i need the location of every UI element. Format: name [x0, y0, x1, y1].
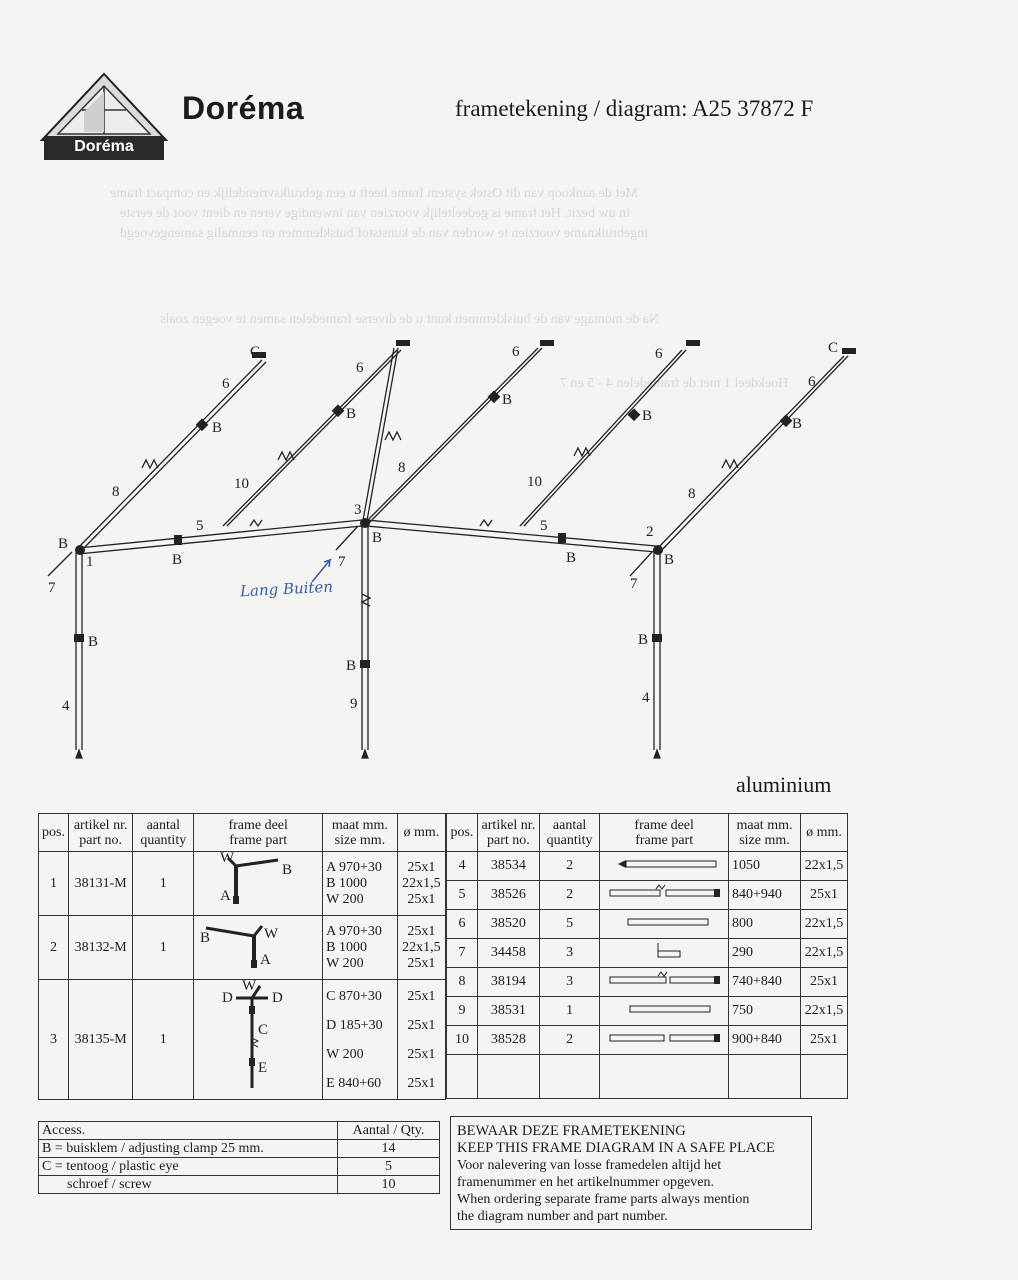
size-value: 290 [728, 939, 800, 968]
label-b: B [664, 552, 675, 568]
table-row [447, 1026, 848, 1055]
label-7: 7 [48, 580, 56, 596]
label-b: B [88, 634, 99, 650]
label-b: B [172, 552, 183, 568]
diameter-value: 22x1,5 [801, 910, 848, 939]
row-artikel: 38534 [477, 852, 539, 881]
sketch-letter: B [282, 862, 293, 878]
row-pos: 8 [447, 968, 478, 997]
accessories-qty-header: Aantal / Qty. [338, 1122, 440, 1140]
row-artikel: 38531 [477, 997, 539, 1026]
size-value: 800 [728, 910, 800, 939]
diameter-value: 25x1 [407, 1046, 436, 1062]
row-aantal: 2 [539, 881, 600, 910]
notice-line: the diagram number and part number. [457, 1209, 668, 1224]
frame-part-sketch [600, 881, 729, 910]
col-header-pos: pos. [39, 814, 69, 852]
sketch-letter: W [220, 852, 235, 866]
row-aantal: 5 [539, 910, 600, 939]
notice-box [450, 1116, 812, 1230]
col-header-diameter: ø mm. [801, 814, 848, 852]
label-3: 3 [354, 502, 362, 518]
size-value: B 1000 [326, 875, 367, 891]
row-pos: 10 [447, 1026, 478, 1055]
row-aantal: 1 [539, 997, 600, 1026]
accessories-table [38, 1121, 440, 1194]
accessory-qty: 5 [338, 1158, 440, 1176]
diameter-value: 22x1,5 [402, 939, 441, 955]
diameter-value: 25x1 [801, 1026, 848, 1055]
col-header-size: size mm. [334, 832, 386, 848]
frame-part-sketch [600, 968, 729, 997]
label-b: B [346, 406, 357, 422]
notice-line: When ordering separate frame parts always mention [457, 1192, 750, 1207]
size-value: W 200 [326, 1046, 364, 1062]
label-1: 1 [86, 554, 94, 570]
label-b: B [502, 392, 513, 408]
table-row [39, 1176, 440, 1194]
frame-part-sketch [600, 1026, 729, 1055]
col-header-frame-part: frame part [229, 832, 288, 848]
label-6: 6 [512, 344, 520, 360]
label-b: B [212, 420, 223, 436]
label-9: 9 [350, 696, 358, 712]
col-header-diameter: ø mm. [397, 814, 445, 852]
frame-part-sketch [600, 997, 729, 1026]
sketch-letter: A [220, 888, 232, 904]
row-artikel: 38135-M [68, 980, 132, 1100]
table-row [39, 916, 446, 980]
diameter-value: 22x1,5 [801, 997, 848, 1026]
frame-part-sketch [600, 852, 729, 881]
size-value: 900+840 [728, 1026, 800, 1055]
frame-part-sketch [194, 980, 323, 1100]
notice-line: KEEP THIS FRAME DIAGRAM IN A SAFE PLACE [457, 1140, 775, 1156]
label-4: 4 [642, 690, 650, 706]
col-header-artikel: artikel nr. [481, 817, 536, 833]
row-aantal: 3 [539, 939, 600, 968]
accessory-qty: 10 [338, 1176, 440, 1194]
sketch-letter: W [264, 926, 279, 942]
col-header-maat: maat mm. [331, 817, 388, 833]
label-b: B [346, 658, 357, 674]
row-pos: 4 [447, 852, 478, 881]
notice-line: framenummer en het artikelnummer opgeven. [457, 1175, 714, 1190]
sketch-letter: A [260, 952, 272, 968]
row-artikel: 38132-M [68, 916, 132, 980]
label-6: 6 [655, 346, 663, 362]
sketch-letter: B [200, 930, 211, 946]
col-header-artikel: artikel nr. [73, 817, 128, 833]
table-row [447, 939, 848, 968]
row-artikel: 38526 [477, 881, 539, 910]
size-value: W 200 [326, 955, 364, 971]
diameter-value: 25x1 [407, 891, 436, 907]
table-row [39, 1158, 440, 1176]
size-value: 1050 [728, 852, 800, 881]
diagram-title: frametekening / diagram: A25 37872 F [455, 96, 814, 121]
accessory-qty: 14 [338, 1140, 440, 1158]
table-row [39, 1140, 440, 1158]
label-7: 7 [338, 554, 346, 570]
frame-part-sketch [600, 910, 729, 939]
sketch-letter: E [258, 1060, 268, 1076]
col-header-maat: maat mm. [736, 817, 793, 833]
size-value: W 200 [326, 891, 364, 907]
sketch-letter: W [242, 980, 257, 994]
table-row [447, 997, 848, 1026]
row-artikel: 38528 [477, 1026, 539, 1055]
col-header-pos: pos. [447, 814, 478, 852]
label-b: B [792, 416, 803, 432]
row-aantal: 3 [539, 968, 600, 997]
label-6: 6 [222, 376, 230, 392]
brand-name: Doréma [182, 90, 305, 126]
row-pos: 2 [39, 916, 69, 980]
size-value: D 185+30 [326, 1017, 383, 1033]
notice-line: Voor nalevering van losse framedelen altijd het [457, 1158, 722, 1173]
size-value: 840+940 [728, 881, 800, 910]
diameter-value: 25x1 [407, 923, 436, 939]
row-pos: 7 [447, 939, 478, 968]
diameter-value: 25x1 [801, 968, 848, 997]
material-label: aluminium [736, 772, 832, 797]
size-value: A 970+30 [326, 923, 382, 939]
label-c: C [250, 344, 261, 360]
diameter-value: 25x1 [407, 859, 436, 875]
label-6: 6 [808, 374, 816, 390]
row-pos: 5 [447, 881, 478, 910]
diameter-value: 25x1 [407, 1017, 436, 1033]
table-row [447, 881, 848, 910]
sketch-letter: D [222, 990, 234, 1006]
table-row [447, 968, 848, 997]
col-header-quantity: quantity [546, 832, 593, 848]
parts-table-left [38, 813, 446, 1100]
size-value: B 1000 [326, 939, 367, 955]
row-aantal: 1 [133, 916, 194, 980]
sketch-letter: C [258, 1022, 269, 1038]
frame-diagram [0, 330, 1018, 770]
sketch-letter: D [272, 990, 284, 1006]
frame-part-sketch [194, 852, 323, 916]
size-value: C 870+30 [326, 988, 382, 1004]
row-aantal: 1 [133, 852, 194, 916]
label-5: 5 [196, 518, 204, 534]
label-8: 8 [688, 486, 696, 502]
row-pos: 1 [39, 852, 69, 916]
col-header-aantal: aantal [552, 817, 587, 833]
table-row [39, 852, 446, 916]
accessory-label: schroef / screw [39, 1176, 338, 1194]
row-artikel: 38520 [477, 910, 539, 939]
row-pos: 6 [447, 910, 478, 939]
label-b: B [58, 536, 69, 552]
label-2: 2 [646, 524, 654, 540]
diameter-value: 22x1,5 [402, 875, 441, 891]
col-header-frame-part: frame part [635, 832, 694, 848]
table-row [39, 980, 446, 1100]
notice-line: BEWAAR DEZE FRAMETEKENING [457, 1123, 686, 1139]
logo-badge-text: Doréma [74, 138, 134, 155]
row-pos: 3 [39, 980, 69, 1100]
col-header-frame-deel: frame deel [228, 817, 288, 833]
label-10: 10 [234, 476, 249, 492]
label-6: 6 [356, 360, 364, 376]
label-8: 8 [398, 460, 406, 476]
col-header-frame-deel: frame deel [634, 817, 694, 833]
diameter-value: 25x1 [407, 988, 436, 1004]
size-value: E 840+60 [326, 1075, 382, 1091]
col-header-aantal: aantal [146, 817, 180, 833]
label-c: C [828, 340, 839, 356]
diameter-value: 25x1 [801, 881, 848, 910]
row-aantal: 1 [133, 980, 194, 1100]
row-pos: 9 [447, 997, 478, 1026]
row-artikel: 38194 [477, 968, 539, 997]
label-4: 4 [62, 698, 70, 714]
accessories-header: Access. [39, 1122, 338, 1140]
diameter-value: 25x1 [407, 1075, 436, 1091]
label-b: B [638, 632, 649, 648]
table-row [447, 852, 848, 881]
row-aantal: 2 [539, 1026, 600, 1055]
label-5: 5 [540, 518, 548, 534]
table-row [447, 910, 848, 939]
table-row [447, 1055, 848, 1099]
col-header-part-no: part no. [487, 832, 530, 848]
parts-table-right [446, 813, 848, 1099]
col-header-quantity: quantity [140, 832, 187, 848]
frame-part-sketch [600, 939, 729, 968]
label-b: B [642, 408, 653, 424]
col-header-size: size mm. [739, 832, 790, 848]
size-value: 750 [728, 997, 800, 1026]
accessory-label: B = buisklem / adjusting clamp 25 mm. [39, 1140, 338, 1158]
size-value: 740+840 [728, 968, 800, 997]
label-b: B [372, 530, 383, 546]
row-artikel: 38131-M [68, 852, 132, 916]
label-b: B [566, 550, 577, 566]
label-8: 8 [112, 484, 120, 500]
col-header-part-no: part no. [79, 832, 123, 848]
diameter-value: 25x1 [407, 955, 436, 971]
label-10: 10 [527, 474, 542, 490]
frame-part-sketch [194, 916, 323, 980]
size-value: A 970+30 [326, 859, 382, 875]
row-artikel: 34458 [477, 939, 539, 968]
row-aantal: 2 [539, 852, 600, 881]
diameter-value: 22x1,5 [801, 939, 848, 968]
handwritten-note: Lang Buiten [239, 577, 334, 601]
label-7: 7 [630, 576, 638, 592]
accessory-label: C = tentoog / plastic eye [39, 1158, 338, 1176]
diameter-value: 22x1,5 [801, 852, 848, 881]
